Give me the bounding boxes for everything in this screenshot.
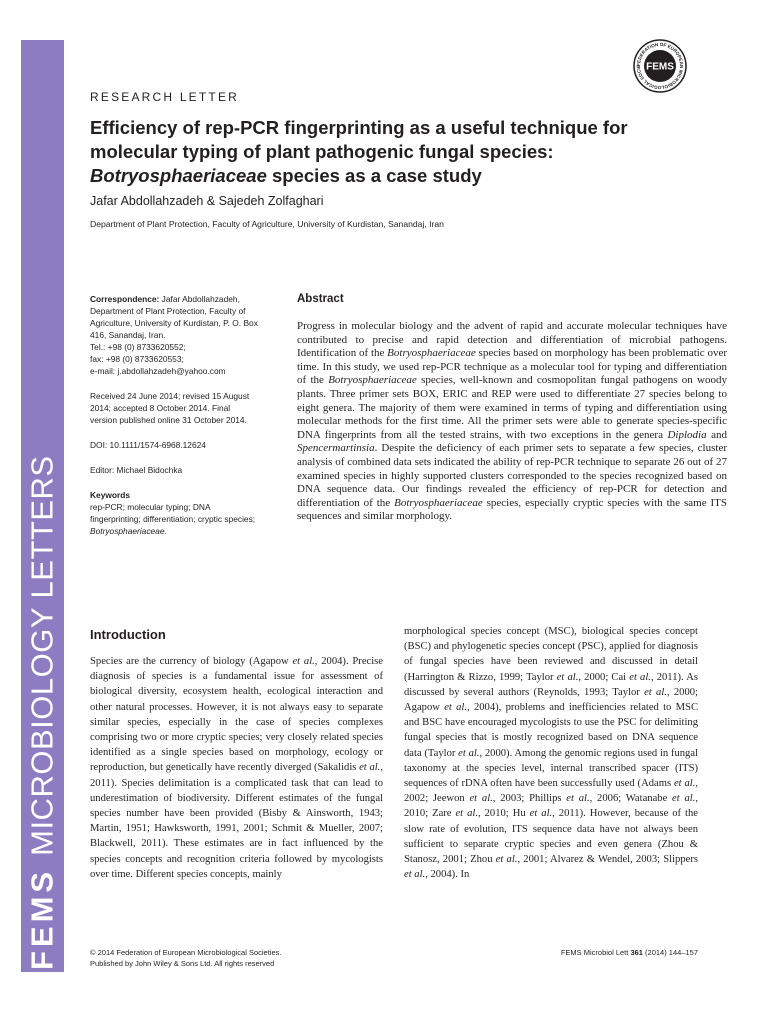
- citation-volume: 361: [630, 948, 643, 957]
- sidebar-journal: MICROBIOLOGY LETTERS: [24, 455, 60, 856]
- abstract-taxon: Spencermartinsia: [297, 442, 375, 455]
- body-text-run: , 2004). Precise diagnosis of species is a fundamental issue for assessment of biological diversity, ecosystem health, ecological interaction and other natural processes. However, it is not always easy to separate similar species, especially in the case of species complexes comprising two or more cryptic species; very closely related species identified as a single species based on morphology, ecology or reproduction, but genetically have recently diverged (Sakalidis: [90, 656, 383, 774]
- abstract-text-run: and: [706, 428, 727, 441]
- abstract-taxon: Botryosphaeriaceae: [387, 347, 476, 360]
- abstract-text-run: . Despite the deficiency of each primer sets to separate a few species, cluster analysis of combined data sets indicated the ability of rep-PCR technique to separate 26 out of 27 examined species in highly supported clusters corresponded to the species recognized based on DNA sequence data. Our findings revealed the efficiency of rep-PCR for detection and differentiation of the: [297, 442, 727, 509]
- article-title: [90, 116, 730, 188]
- copyright-line: © 2014 Federation of European Microbiological Societies.: [90, 948, 282, 957]
- correspondence-line: 416, Sanandaj, Iran.: [90, 330, 166, 340]
- introduction-heading: Introduction: [90, 627, 166, 642]
- footer-citation: [561, 948, 698, 957]
- citation-etal: et al.: [359, 762, 381, 774]
- title-line-1: Efficiency of rep-PCR fingerprinting as a useful technique for: [90, 117, 628, 138]
- citation-etal: et al.: [673, 778, 696, 790]
- body-text-run: , 2000; Cai: [578, 671, 630, 683]
- fems-seal-logo: [632, 38, 688, 94]
- title-line-2: molecular typing of plant pathogenic fungal species:: [90, 141, 554, 162]
- citation-etal: et al.: [458, 747, 480, 759]
- logo-ring-text: FEDERATION OF EUROPEAN MICROBIOLOGICAL SOCIE: [635, 41, 685, 91]
- abstract-text-run: species, well-known and cosmopolitan fungal pathogens on woody plants. Three primer sets BOX, ERIC and REP were used to differentiate 27 species belong to eight genera. The majority of them were examined in terms of typing and differentiation using molecular methods for the first time. All the primer sets were able to generate species-specific DNA fingerprints from all the tested strains, with two exceptions in the genera: [297, 374, 728, 441]
- citation-etal: et al.: [529, 808, 553, 820]
- citation-etal: et al.: [556, 671, 579, 683]
- received-line: 2014; accepted 8 October 2014. Final: [90, 403, 231, 413]
- keywords-taxon: Botryosphaeriaceae: [90, 526, 165, 536]
- keywords-block: [90, 489, 285, 537]
- abstract-text-run: species based on morphology has been problematic over time. In this study, we used rep-PCR technique as a molecular tool for typing and differentiation of the: [297, 347, 728, 387]
- citation-etal: et al.: [566, 793, 590, 805]
- citation-etal: et al.: [444, 702, 468, 714]
- correspondence-name: Jafar Abdollahzadeh,: [159, 294, 240, 304]
- sidebar-brand: FEMS: [24, 867, 60, 970]
- received-line: version published online 31 October 2014.: [90, 415, 247, 425]
- body-text-run: , 2010; Hu: [478, 808, 530, 820]
- title-line-3: species as a case study: [266, 165, 482, 186]
- citation-etal: et al.: [404, 869, 426, 881]
- correspondence-tel: Tel.: +98 (0) 8733620552;: [90, 342, 186, 352]
- abstract-taxon: Botryosphaeriaceae: [328, 374, 417, 387]
- abstract-heading: Abstract: [297, 293, 344, 305]
- body-text-run: morphological species concept (MSC), biological species concept (BSC) and phylogenetic species concept (PSC), applied for diagnosis of fungal species have been reviewed and discussed in detail (Harrington & Rizzo, 1999; Taylor: [404, 626, 698, 683]
- abstract-text-run: species, especially cryptic species with the same ITS sequences and similar morphology.: [297, 496, 727, 523]
- correspondence-fax: fax: +98 (0) 8733620553;: [90, 354, 184, 364]
- body-text-run: , 2000; Agapow: [404, 686, 698, 714]
- citation-etal: et al.: [292, 656, 315, 667]
- citation-journal: FEMS Microbiol Lett: [560, 948, 631, 957]
- received-dates: [90, 390, 285, 426]
- keywords-line: .: [164, 526, 167, 536]
- title-taxon: Botryosphaeriaceae: [90, 165, 267, 186]
- publisher-line: Published by John Wiley & Sons Ltd. All rights reserved: [90, 958, 275, 968]
- abstract-section: [297, 293, 727, 524]
- citation-etal: et al.: [469, 793, 493, 805]
- body-text-run: , 2004). In: [425, 869, 470, 881]
- keywords-line: fingerprinting; differentiation; cryptic species;: [90, 514, 256, 524]
- logo-center-text: FEMS: [646, 61, 674, 73]
- introduction-right-column: [404, 624, 698, 882]
- author-list: Jafar Abdollahzadeh & Sajedeh Zolfaghari: [90, 194, 324, 208]
- citation-etal: et al.: [495, 854, 518, 866]
- citation-etal: et al.: [672, 793, 696, 805]
- abstract-taxon: Botryosphaeriaceae: [394, 496, 483, 509]
- citation-etal: et al.: [455, 808, 478, 820]
- body-text-run: , 2011). As discussed by several authors (Reynolds, 1993; Taylor: [404, 671, 699, 698]
- keywords-line: rep-PCR; molecular typing; DNA: [90, 502, 211, 512]
- editor: Editor: Michael Bidochka: [90, 465, 183, 475]
- citation-pages: (2014) 144–157: [642, 948, 698, 957]
- sidebar-journal-name: [24, 455, 60, 970]
- citation-etal: et al.: [629, 671, 651, 683]
- body-text-run: , 2000). Among the genomic regions used in fungal taxonomy at the species level, internal transcribed spacer (ITS) sequences of rDNA often have been successfully used (Adams: [404, 747, 699, 790]
- body-text-run: , 2010; Zare: [404, 793, 699, 820]
- received-line: Received 24 June 2014; revised 15 August: [90, 391, 250, 401]
- correspondence-label: Correspondence:: [90, 294, 160, 304]
- body-text-run: Species are the currency of biology (Agapow: [90, 656, 293, 667]
- footer-copyright: [90, 948, 281, 969]
- body-text-run: , 2004), problems and inefficiencies related to MSC and BSC have encouraged mycologists to use the PSC for delimiting fungal species that is mostly recognized based on DNA sequence data (Taylor: [404, 702, 699, 759]
- abstract-text-run: Progress in molecular biology and the advent of rapid and accurate molecular techniques have contributed to precise and rapid detection and differentiation of microbial pathogens. Identification of the: [297, 320, 727, 360]
- body-text-run: , 2011). Species delimitation is a complicated task that can lead to underestimation of biodiversity. Different estimates of the fungal species number have been provided (Bisby & Ainsworth, 1943; Martin, 1951; Hawksworth, 1991, 2001; Schmit & Mueller, 2007; Blackwell, 2011). These estimates are in fact influenced by the species concepts and recognition criteria followed by mycologists over time. Different species concepts, mainly: [90, 762, 383, 880]
- doi: DOI: 10.1111/1574-6968.12624: [90, 440, 206, 450]
- body-text-run: , 2001; Alvarez & Wendel, 2003; Slippers: [517, 854, 698, 866]
- correspondence-email: e-mail: j.abdollahzadeh@yahoo.com: [90, 366, 226, 376]
- article-type: RESEARCH LETTER: [90, 90, 240, 104]
- body-text-run: , 2002; Jeewon: [404, 778, 699, 805]
- article-info-column: [90, 293, 285, 550]
- abstract-text: [297, 320, 727, 524]
- correspondence-line: Department of Plant Protection, Faculty of: [90, 306, 246, 316]
- citation-etal: et al.: [644, 686, 667, 698]
- correspondence-block: [90, 293, 285, 377]
- body-text-run: , 2011). However, because of the slow rate of evolution, ITS sequence data have not always been sufficient to separate cryptic species and even genera (Zhou & Stanosz, 2001; Zhou: [404, 808, 699, 866]
- abstract-taxon: Diplodia: [667, 428, 707, 441]
- keywords-label: Keywords: [90, 490, 131, 500]
- introduction-left-column: [90, 654, 383, 882]
- body-text-run: , 2003; Phillips: [492, 793, 567, 805]
- correspondence-line: Agriculture, University of Kurdistan, P. O. Box: [90, 318, 258, 328]
- body-text-run: , 2006; Watanabe: [589, 793, 673, 805]
- affiliation: Department of Plant Protection, Faculty of Agriculture, University of Kurdistan, Sanandaj, Iran: [90, 219, 444, 229]
